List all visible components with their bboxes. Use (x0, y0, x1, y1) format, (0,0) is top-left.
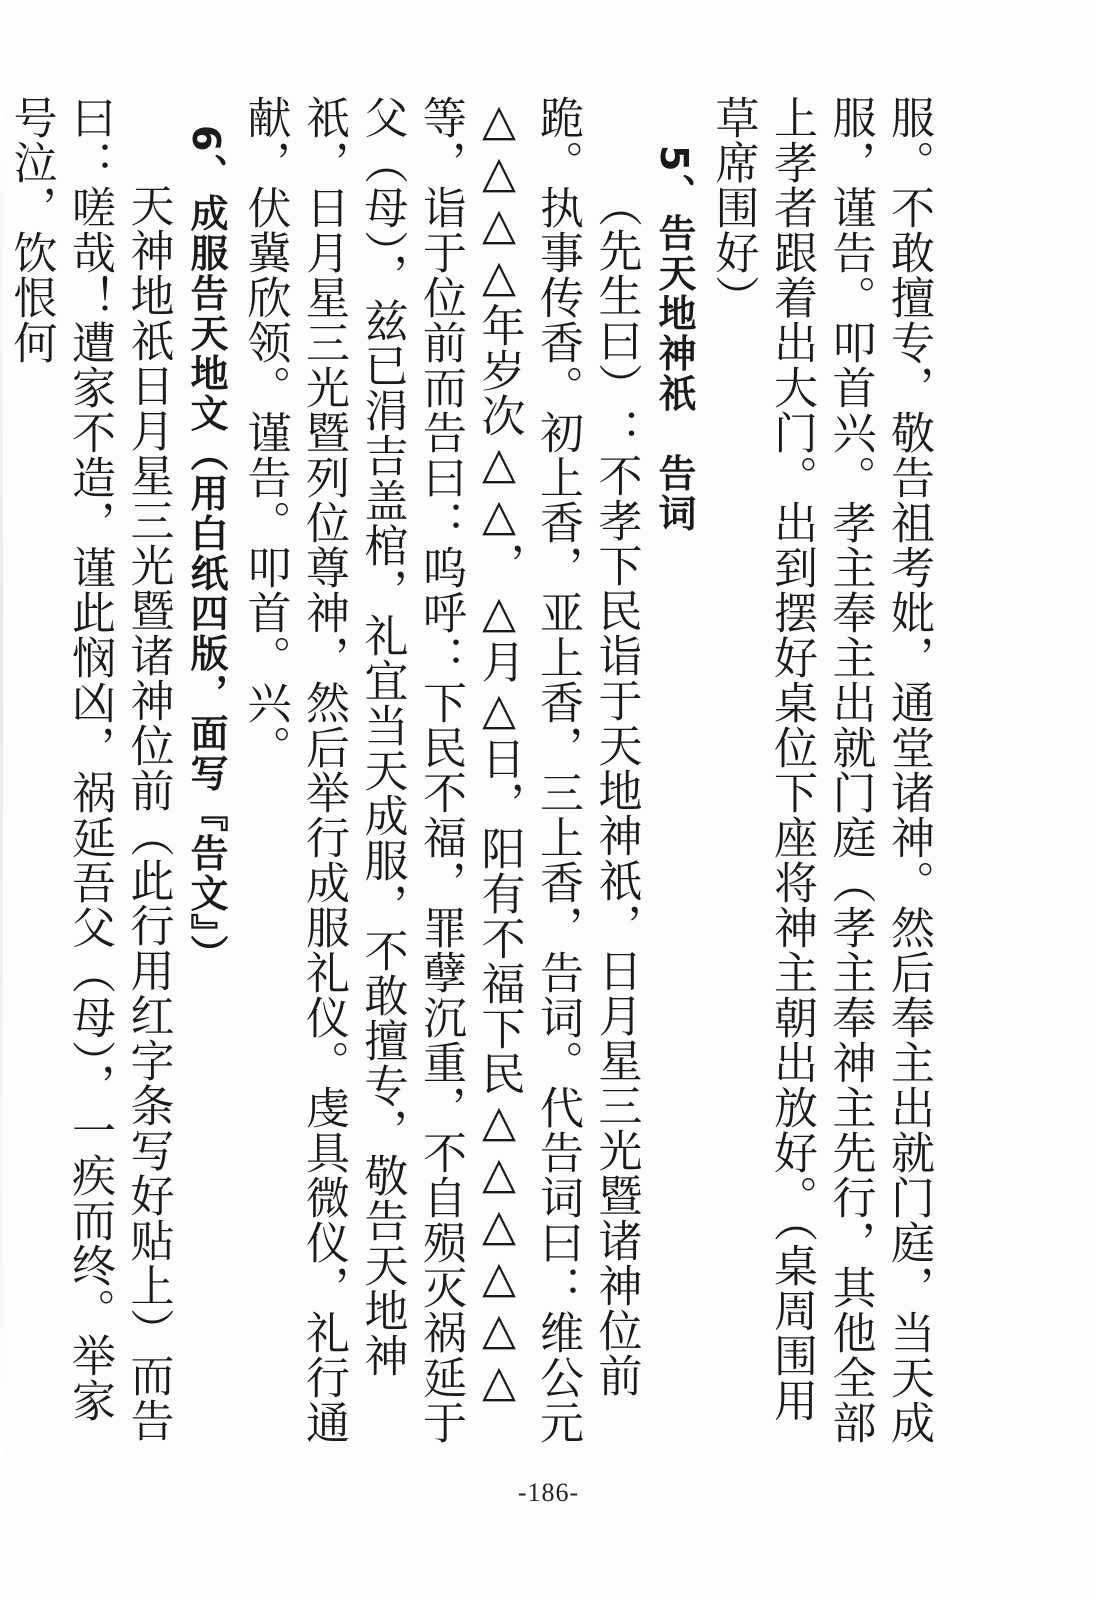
vertical-text-body (1, 95, 937, 1465)
paragraph-gaoci: （先生曰）：不孝下民诣于天地神祇，日月星三光暨诸神位前跪。执事传香。初上香，亚上香，三上香，告词。代告词曰：维公元△△△△年岁次△△，△月△日，阳有不福下民△△△△△△等，诣于位前而告曰：呜呼：下民不福，罪孽沉重，不自殒灭祸延于父（母），兹已涓吉盖棺，礼宜当天成服，不敢擅专，敬告天地神祇，日月星三光暨列位尊神，然后举行成服礼仪。虔具微仪，礼行通献，伏冀欣领。谨告。叩首。兴。 (239, 95, 642, 1445)
section-heading-6-note: （用白纸四版，面写『告文』） (184, 433, 228, 975)
section-heading-6 (177, 95, 236, 1465)
page-number: -186- (517, 1478, 580, 1507)
section-heading-6-title: 6、成服告天地文 (184, 125, 228, 434)
paragraph-chengfu-intro: 服。不敢擅专，敬告祖考妣，通堂诸神。然后奉主出就门庭，当天成服，谨告。叩首兴。孝主奉主出就门庭（孝主奉神主先行，其他全部上孝者跟着出大门。出到摆好桌位下座将神主朝出放好。（桌周围用草席围好） (707, 95, 934, 1445)
section-heading-5: 5、告天地神祇 告词 (652, 145, 696, 534)
paragraph-gaowen: 天神地祇日月星三光暨诸神位前（此行用红字条写好贴上）而告曰：嗟哉！遭家不造，谨此悯凶，祸延吾父（母），一疾而终。举家号泣，饮恨何 (5, 95, 174, 1443)
